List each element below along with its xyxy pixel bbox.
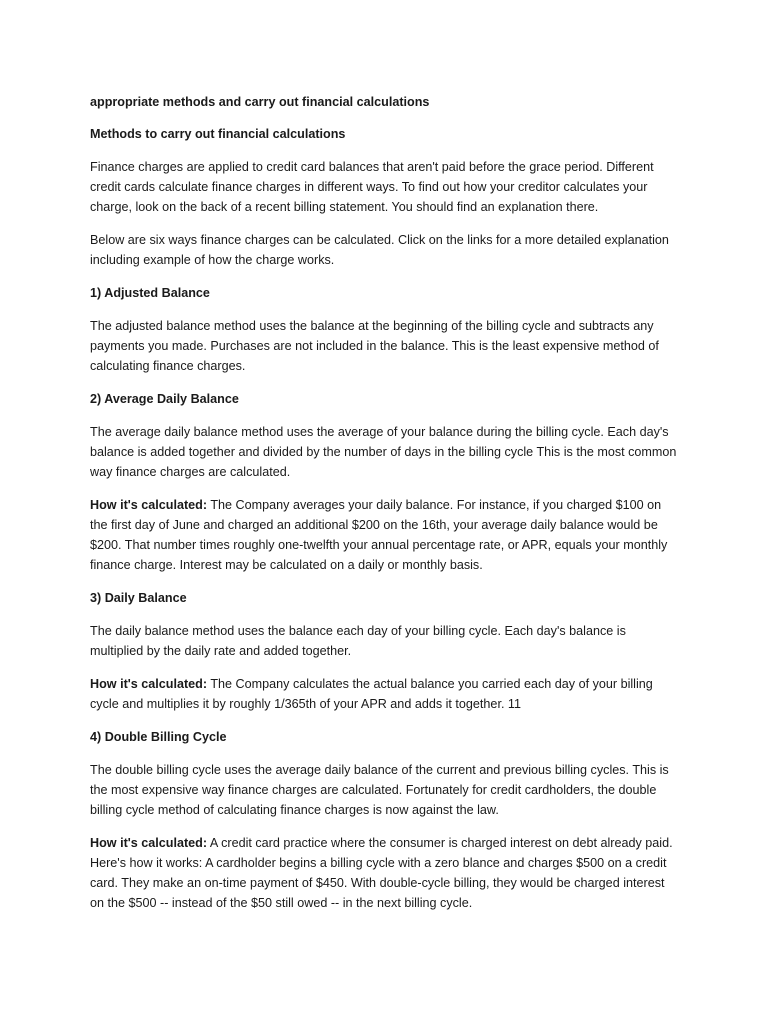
how-calculated-average-daily-balance: [90, 495, 680, 575]
section-body-average-daily-balance: The average daily balance method uses the average of your balance during the billing cycle. Each day's balance is added together and divided by the number of days in the billing cycle This is the most common way finance charges are calculated.: [90, 425, 677, 479]
how-calculated-label: How it's calculated:: [90, 836, 208, 850]
how-calculated-text: The Company averages your daily balance. For instance, if you charged $100 on the first day of June and charged an additional $200 on the 16th, your average daily balance would be $200. That number times roughly one-twelfth your annual percentage rate, or APR, equals your monthly finance charge. Interest may be calculated on a daily or monthly basis.: [90, 498, 668, 572]
how-calculated-label: How it's calculated:: [90, 498, 208, 512]
how-calculated-text: A credit card practice where the consumer is charged interest on debt already paid. Here's how it works: A cardholder begins a billing cycle with a zero blance and charges $500 on a credit card. They make an on-time payment of $450. With double-cycle billing, they would be charged interest on the $500 -- instead of the $50 still owed -- in the next billing cycle.: [90, 836, 673, 910]
intro-paragraph-1: Finance charges are applied to credit card balances that aren't paid before the grace period. Different credit cards calculate finance charges in different ways. To find out how your creditor calculates your charge, look on the back of a recent billing statement. You should find an explanation there.: [90, 160, 654, 214]
how-calculated-text: The Company calculates the actual balance you carried each day of your billing cycle and multiplies it by roughly 1/365th of your APR and adds it together. 11: [90, 677, 653, 711]
section-heading-average-daily-balance: 2) Average Daily Balance: [90, 392, 239, 406]
document-title: appropriate methods and carry out financial calculations: [90, 95, 430, 109]
document-page: [90, 92, 680, 926]
section-body-daily-balance: The daily balance method uses the balance each day of your billing cycle. Each day's balance is multiplied by the daily rate and added together.: [90, 624, 626, 658]
how-calculated-double-billing-cycle: [90, 833, 680, 913]
section-body-adjusted-balance: The adjusted balance method uses the balance at the beginning of the billing cycle and subtracts any payments you made. Purchases are not included in the balance. This is the least expensive method of calculating finance charges.: [90, 319, 659, 373]
how-calculated-label: How it's calculated:: [90, 677, 208, 691]
document-subtitle: Methods to carry out financial calculations: [90, 127, 346, 141]
intro-paragraph-2: Below are six ways finance charges can be calculated. Click on the links for a more detailed explanation including example of how the charge works.: [90, 233, 669, 267]
how-calculated-daily-balance: [90, 674, 680, 714]
section-body-double-billing-cycle: The double billing cycle uses the average daily balance of the current and previous billing cycles. This is the most expensive way finance charges are calculated. Fortunately for credit cardholders, the double billing cycle method of calculating finance charges is now against the law.: [90, 763, 669, 817]
section-heading-daily-balance: 3) Daily Balance: [90, 591, 187, 605]
section-heading-adjusted-balance: 1) Adjusted Balance: [90, 286, 210, 300]
section-heading-double-billing-cycle: 4) Double Billing Cycle: [90, 730, 227, 744]
